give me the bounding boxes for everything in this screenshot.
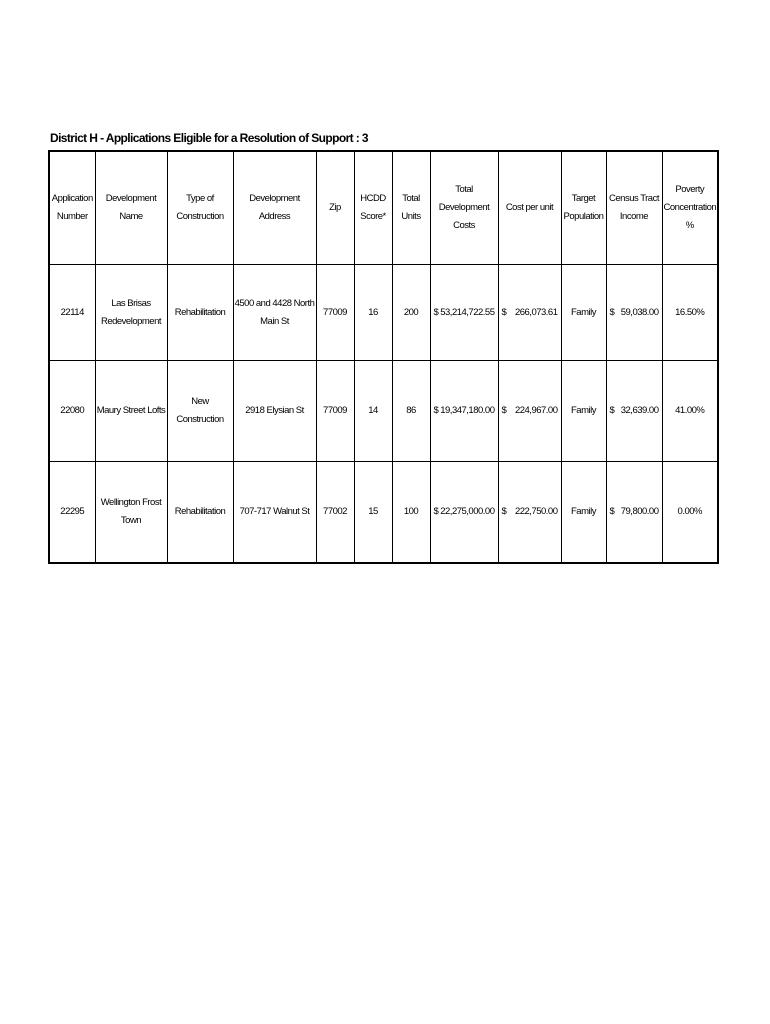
cost-per-unit-value: 224,967.00 [514, 405, 558, 416]
total-development-costs-value: 19,347,180.00 [440, 405, 495, 416]
page-title: District H - Applications Eligible for a Resolution of Support : 3 [50, 131, 368, 145]
cell-poverty-concentration: 0.00% [662, 462, 718, 564]
cell-zip: 77009 [316, 361, 354, 462]
cell-development-address: 2918 Elysian St [233, 361, 316, 462]
header-total-units: Total Units [392, 151, 430, 265]
currency-symbol: $ [501, 405, 507, 416]
cell-cost-per-unit [498, 265, 561, 361]
census-tract-income-value: 32,639.00 [620, 405, 659, 416]
cell-hcdd-score: 14 [354, 361, 392, 462]
cost-per-unit-value: 222,750.00 [514, 506, 558, 517]
cell-total-development-costs [430, 265, 498, 361]
cell-development-address: 4500 and 4428 North Main St [233, 265, 316, 361]
cell-zip: 77009 [316, 265, 354, 361]
header-poverty-concentration: Poverty Concentration % [662, 151, 718, 265]
cell-total-units: 86 [392, 361, 430, 462]
header-total-development-costs: Total Development Costs [430, 151, 498, 265]
cell-application-number: 22295 [49, 462, 95, 564]
total-development-costs-value: 22,275,000.00 [440, 506, 495, 517]
header-zip: Zip [316, 151, 354, 265]
table-row [49, 265, 718, 361]
header-hcdd-score: HCDD Score* [354, 151, 392, 265]
cell-type-of-construction: New Construction [167, 361, 233, 462]
cell-hcdd-score: 15 [354, 462, 392, 564]
header-cost-per-unit: Cost per unit [498, 151, 561, 265]
cell-total-development-costs [430, 361, 498, 462]
table-row [49, 361, 718, 462]
cell-development-name: Las Brisas Redevelopment [95, 265, 167, 361]
census-tract-income-value: 79,800.00 [620, 506, 659, 517]
cell-total-units: 100 [392, 462, 430, 564]
header-development-address: Development Address [233, 151, 316, 265]
cell-cost-per-unit [498, 462, 561, 564]
cell-poverty-concentration: 16.50% [662, 265, 718, 361]
currency-symbol: $ [433, 405, 439, 416]
cell-target-population: Family [561, 265, 606, 361]
table-row [49, 462, 718, 564]
cost-per-unit-value: 266,073.61 [514, 306, 558, 318]
cell-type-of-construction: Rehabilitation [167, 462, 233, 564]
cell-type-of-construction: Rehabilitation [167, 265, 233, 361]
cell-zip: 77002 [316, 462, 354, 564]
cell-target-population: Family [561, 462, 606, 564]
cell-application-number: 22080 [49, 361, 95, 462]
total-development-costs-value: 53,214,722.55 [440, 306, 495, 318]
currency-symbol: $ [609, 506, 615, 517]
header-target-population: Target Population [561, 151, 606, 265]
currency-symbol: $ [501, 306, 507, 318]
cell-poverty-concentration: 41.00% [662, 361, 718, 462]
cell-census-tract-income [606, 462, 662, 564]
currency-symbol: $ [433, 306, 439, 318]
cell-target-population: Family [561, 361, 606, 462]
cell-development-address: 707-717 Walnut St [233, 462, 316, 564]
table-header-row [49, 151, 718, 265]
cell-census-tract-income [606, 265, 662, 361]
currency-symbol: $ [433, 506, 439, 517]
currency-symbol: $ [609, 405, 615, 416]
cell-development-name: Wellington Frost Town [95, 462, 167, 564]
header-type-of-construction: Type of Construction [167, 151, 233, 265]
cell-cost-per-unit [498, 361, 561, 462]
header-application-number: Application Number [49, 151, 95, 265]
cell-development-name: Maury Street Lofts [95, 361, 167, 462]
header-development-name: Development Name [95, 151, 167, 265]
currency-symbol: $ [609, 306, 615, 318]
applications-table [48, 150, 719, 564]
cell-census-tract-income [606, 361, 662, 462]
cell-application-number: 22114 [49, 265, 95, 361]
currency-symbol: $ [501, 506, 507, 517]
cell-total-development-costs [430, 462, 498, 564]
cell-hcdd-score: 16 [354, 265, 392, 361]
cell-total-units: 200 [392, 265, 430, 361]
header-census-tract-income: Census Tract Income [606, 151, 662, 265]
census-tract-income-value: 59,038.00 [620, 306, 659, 318]
